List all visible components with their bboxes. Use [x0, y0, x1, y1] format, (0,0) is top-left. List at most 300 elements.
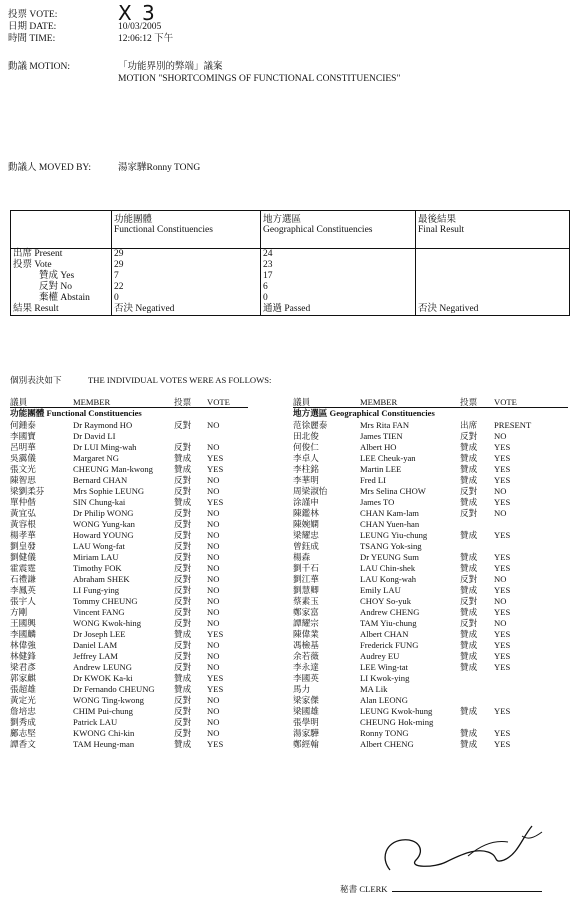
vote-en: NO — [207, 574, 220, 584]
vote-row — [10, 640, 250, 651]
gc-col-vote-en: VOTE — [494, 397, 517, 407]
vote-row — [293, 530, 573, 541]
vote-en: YES — [207, 684, 224, 694]
vote-row — [10, 618, 250, 629]
member-name-zh: 鄭家富 — [293, 607, 319, 617]
vote-zh: 反對 — [460, 596, 478, 606]
member-name-en: CHOY So-yuk — [360, 596, 412, 606]
vote-row — [10, 673, 250, 684]
gc-result: 通過 Passed — [263, 304, 311, 314]
member-name-zh: 吳靄儀 — [10, 453, 36, 463]
vote-row — [10, 739, 250, 750]
vote-en: YES — [494, 585, 511, 595]
vote-en: YES — [494, 607, 511, 617]
vote-row — [293, 651, 573, 662]
vote-row — [10, 596, 250, 607]
gc-values-cell — [261, 249, 416, 316]
final-result: 否決 Negatived — [418, 304, 479, 314]
vote-en: NO — [207, 442, 220, 452]
vote-row — [293, 585, 573, 596]
vote-en: YES — [494, 651, 511, 661]
gc-col-member-en: MEMBER — [360, 397, 398, 407]
vote-en: YES — [207, 464, 224, 474]
votes-intro-en: THE INDIVIDUAL VOTES WERE AS FOLLOWS: — [88, 375, 272, 385]
member-name-zh: 方剛 — [10, 607, 28, 617]
gc-present: 24 — [263, 249, 273, 259]
member-name-zh: 林健鋒 — [10, 651, 36, 661]
vote-zh: 反對 — [460, 618, 478, 628]
vote-zh: 贊成 — [174, 684, 192, 694]
member-name-zh: 楊孝華 — [10, 530, 36, 540]
member-name-en: MA Lik — [360, 684, 388, 694]
abstain-label: 棄權 Abstain — [39, 293, 90, 303]
vote-zh: 反對 — [174, 530, 192, 540]
member-name-en: LAU Kong-wah — [360, 574, 417, 584]
member-name-zh: 霍震霆 — [10, 563, 36, 573]
member-name-en: LI Kwok-ying — [360, 673, 410, 683]
member-name-en: Bernard CHAN — [73, 475, 128, 485]
vote-en: NO — [207, 552, 220, 562]
member-name-zh: 梁劉柔芬 — [10, 486, 45, 496]
member-name-zh: 楊森 — [293, 552, 311, 562]
member-name-zh: 詹培忠 — [10, 706, 36, 716]
vote-zh: 反對 — [460, 486, 478, 496]
vote-row — [293, 695, 573, 706]
vote-row — [10, 684, 250, 695]
member-name-zh: 郭家麒 — [10, 673, 36, 683]
vote-zh: 反對 — [174, 486, 192, 496]
member-name-en: CHAN Yuen-han — [360, 519, 420, 529]
member-name-zh: 鄺志堅 — [10, 728, 36, 738]
vote-zh: 贊成 — [174, 453, 192, 463]
vote-row — [10, 563, 250, 574]
member-name-zh: 范徐麗泰 — [293, 420, 328, 430]
result-summary-table — [10, 210, 570, 316]
vote-zh: 贊成 — [174, 673, 192, 683]
vote-row — [10, 607, 250, 618]
vote-zh: 贊成 — [460, 530, 478, 540]
gc-column-header — [261, 211, 416, 249]
motion-title-zh: 「功能界別的弊端」議案 — [118, 62, 223, 72]
member-name-zh: 李國英 — [293, 673, 319, 683]
final-values-cell — [416, 249, 570, 316]
vote-en: NO — [207, 519, 220, 529]
vote-row — [10, 629, 250, 640]
vote-en: NO — [207, 640, 220, 650]
present-label: 出席 Present — [13, 249, 63, 259]
vote-en: NO — [207, 662, 220, 672]
member-name-en: Dr David LI — [73, 431, 116, 441]
member-name-zh: 劉健儀 — [10, 552, 36, 562]
fc-abstain: 0 — [114, 293, 119, 303]
vote-zh: 贊成 — [460, 640, 478, 650]
vote-zh: 贊成 — [460, 453, 478, 463]
vote-zh: 反對 — [174, 585, 192, 595]
vote-en: YES — [494, 530, 511, 540]
clerk-label: 秘書 CLERK — [340, 884, 388, 894]
clerk-signature-line — [392, 891, 542, 892]
member-name-zh: 張超雄 — [10, 684, 36, 694]
vote-row — [293, 519, 573, 530]
vote-en: NO — [494, 486, 507, 496]
member-name-en: Dr Joseph LEE — [73, 629, 126, 639]
vote-zh: 反對 — [174, 563, 192, 573]
vote-en: YES — [207, 453, 224, 463]
member-name-en: Mrs Selina CHOW — [360, 486, 426, 496]
member-name-en: Dr Raymond HO — [73, 420, 133, 430]
vote-en: PRESENT — [494, 420, 532, 430]
vote-row — [293, 706, 573, 717]
member-name-en: CHEUNG Hok-ming — [360, 717, 434, 727]
member-name-en: TAM Heung-man — [73, 739, 135, 749]
time-label: 時間 TIME: — [8, 34, 56, 44]
vote-zh: 反對 — [460, 574, 478, 584]
vote-row — [10, 431, 250, 442]
member-name-en: LEE Wing-tat — [360, 662, 408, 672]
member-name-en: Vincent FANG — [73, 607, 125, 617]
member-name-en: WONG Kwok-hing — [73, 618, 142, 628]
vote-en: NO — [207, 607, 220, 617]
vote-zh: 反對 — [174, 662, 192, 672]
no-label: 反對 No — [39, 282, 72, 292]
vote-en: YES — [494, 640, 511, 650]
member-name-zh: 張文光 — [10, 464, 36, 474]
member-name-en: Frederick FUNG — [360, 640, 419, 650]
member-name-zh: 劉江華 — [293, 574, 319, 584]
vote-row — [10, 486, 250, 497]
member-name-zh: 陳婉嫻 — [293, 519, 319, 529]
vote-row — [10, 530, 250, 541]
member-name-zh: 劉秀成 — [10, 717, 36, 727]
member-name-en: Abraham SHEK — [73, 574, 130, 584]
vote-zh: 贊成 — [174, 497, 192, 507]
vote-en: YES — [494, 497, 511, 507]
member-name-zh: 黃定光 — [10, 695, 36, 705]
member-name-en: Albert CHENG — [360, 739, 414, 749]
time-value: 12:06:12 下午 — [118, 34, 174, 44]
vote-row — [293, 629, 573, 640]
member-name-zh: 李華明 — [293, 475, 319, 485]
vote-row — [10, 475, 250, 486]
member-name-zh: 劉慧卿 — [293, 585, 319, 595]
motion-title-en: MOTION "SHORTCOMINGS OF FUNCTIONAL CONSTITUENCIES" — [118, 74, 401, 84]
vote-en: NO — [494, 431, 507, 441]
member-name-zh: 梁耀忠 — [293, 530, 319, 540]
vote-row — [293, 475, 573, 486]
member-name-en: Audrey EU — [360, 651, 400, 661]
vote-zh: 贊成 — [460, 651, 478, 661]
vote-label: 投票 VOTE: — [8, 10, 58, 20]
vote-row — [10, 662, 250, 673]
date-value: 10/03/2005 — [118, 22, 162, 32]
member-name-zh: 蔡素玉 — [293, 596, 319, 606]
member-name-en: LEUNG Yiu-chung — [360, 530, 428, 540]
final-column-header — [416, 211, 570, 249]
member-name-zh: 陳智思 — [10, 475, 36, 485]
vote-en: NO — [207, 706, 220, 716]
fc-col-member-zh: 議員 — [10, 397, 28, 407]
gc-vote: 23 — [263, 260, 273, 270]
vote-row — [10, 651, 250, 662]
member-name-zh: 張學明 — [293, 717, 319, 727]
member-name-en: James TIEN — [360, 431, 403, 441]
vote-en: YES — [494, 739, 511, 749]
member-name-zh: 單仲偕 — [10, 497, 36, 507]
vote-en: NO — [207, 420, 220, 430]
vote-zh: 贊成 — [460, 475, 478, 485]
member-name-en: LAU Chin-shek — [360, 563, 416, 573]
vote-zh: 反對 — [174, 519, 192, 529]
member-name-zh: 張宇人 — [10, 596, 36, 606]
vote-en: NO — [207, 530, 220, 540]
vote-en: YES — [207, 739, 224, 749]
vote-row — [10, 420, 250, 431]
clerk-signature — [372, 818, 552, 883]
vote-zh: 贊成 — [460, 497, 478, 507]
vote-zh: 反對 — [174, 552, 192, 562]
vote-zh: 反對 — [174, 475, 192, 485]
vote-row — [293, 486, 573, 497]
vote-row — [293, 717, 573, 728]
fc-vote: 29 — [114, 260, 124, 270]
member-name-en: Emily LAU — [360, 585, 401, 595]
member-name-en: Ronny TONG — [360, 728, 409, 738]
vote-en: NO — [207, 486, 220, 496]
member-name-zh: 李柱銘 — [293, 464, 319, 474]
member-name-en: CHIM Pui-chung — [73, 706, 133, 716]
moved-by-label: 動議人 MOVED BY: — [8, 163, 92, 173]
vote-row — [10, 497, 250, 508]
vote-row — [10, 453, 250, 464]
result-label: 結果 Result — [13, 304, 59, 314]
vote-row — [293, 596, 573, 607]
vote-row — [293, 541, 573, 552]
vote-en: NO — [494, 508, 507, 518]
member-name-en: SIN Chung-kai — [73, 497, 126, 507]
vote-en: NO — [494, 618, 507, 628]
fc-no: 22 — [114, 282, 124, 292]
member-name-en: Dr Fernando CHEUNG — [73, 684, 155, 694]
vote-row — [293, 640, 573, 651]
member-name-zh: 王國興 — [10, 618, 36, 628]
vote-zh: 贊成 — [460, 662, 478, 672]
vote-zh: 贊成 — [460, 442, 478, 452]
member-name-en: Dr Philip WONG — [73, 508, 134, 518]
vote-en: NO — [494, 574, 507, 584]
vote-row — [293, 508, 573, 519]
member-name-en: Mrs Sophie LEUNG — [73, 486, 145, 496]
vote-zh: 贊成 — [174, 629, 192, 639]
member-name-en: Patrick LAU — [73, 717, 118, 727]
vote-row — [10, 728, 250, 739]
member-name-en: LEE Cheuk-yan — [360, 453, 416, 463]
member-name-en: Howard YOUNG — [73, 530, 134, 540]
member-name-en: Daniel LAM — [73, 640, 118, 650]
member-name-zh: 黃宜弘 — [10, 508, 36, 518]
member-name-zh: 馮檢基 — [293, 640, 319, 650]
fc-col-member-en: MEMBER — [73, 397, 111, 407]
vote-count-label: 投票 Vote — [13, 260, 52, 270]
vote-row — [10, 442, 250, 453]
vote-en: NO — [207, 651, 220, 661]
member-name-zh: 黃容根 — [10, 519, 36, 529]
member-name-en: Dr LUI Ming-wah — [73, 442, 137, 452]
vote-row — [293, 563, 573, 574]
vote-row — [10, 508, 250, 519]
vote-row — [293, 552, 573, 563]
vote-zh: 贊成 — [460, 728, 478, 738]
yes-label: 贊成 Yes — [39, 271, 75, 281]
vote-row — [293, 673, 573, 684]
member-name-en: WONG Ting-kwong — [73, 695, 144, 705]
member-name-zh: 李鳳英 — [10, 585, 36, 595]
vote-row — [293, 739, 573, 750]
member-name-en: Fred LI — [360, 475, 387, 485]
vote-en: YES — [494, 475, 511, 485]
fc-col-vote-zh: 投票 — [174, 397, 192, 407]
vote-zh: 反對 — [460, 508, 478, 518]
gc-no: 6 — [263, 282, 268, 292]
vote-row — [293, 574, 573, 585]
vote-row — [10, 519, 250, 530]
gc-col-vote-zh: 投票 — [460, 397, 478, 407]
gc-yes: 17 — [263, 271, 273, 281]
member-name-en: TAM Yiu-chung — [360, 618, 417, 628]
member-name-en: Miriam LAU — [73, 552, 119, 562]
vote-en: NO — [207, 618, 220, 628]
vote-zh: 贊成 — [460, 464, 478, 474]
vote-zh: 贊成 — [460, 629, 478, 639]
member-name-zh: 李國麟 — [10, 629, 36, 639]
member-name-zh: 譚耀宗 — [293, 618, 319, 628]
vote-en: NO — [207, 563, 220, 573]
vote-zh: 贊成 — [460, 585, 478, 595]
member-name-en: LEUNG Kwok-hung — [360, 706, 433, 716]
motion-label: 動議 MOTION: — [8, 62, 71, 72]
fc-section-heading: 功能團體 Functional Constituencies — [10, 408, 142, 418]
member-name-en: Margaret NG — [73, 453, 119, 463]
member-name-zh: 涂謹申 — [293, 497, 319, 507]
gc-abstain: 0 — [263, 293, 268, 303]
vote-row — [293, 453, 573, 464]
gc-section-heading: 地方選區 Geographical Constituencies — [293, 408, 435, 418]
vote-en: YES — [494, 629, 511, 639]
vote-en: NO — [207, 541, 220, 551]
member-name-en: Tommy CHEUNG — [73, 596, 138, 606]
vote-number-mark: X 3 — [118, 1, 157, 25]
vote-en: NO — [207, 585, 220, 595]
fc-present: 29 — [114, 249, 124, 259]
member-name-en: Albert HO — [360, 442, 397, 452]
vote-en: YES — [494, 552, 511, 562]
member-name-zh: 梁家傑 — [293, 695, 319, 705]
vote-en: NO — [207, 508, 220, 518]
member-name-en: Andrew LEUNG — [73, 662, 132, 672]
vote-row — [10, 464, 250, 475]
vote-row — [293, 431, 573, 442]
vote-row — [10, 695, 250, 706]
vote-zh: 反對 — [174, 728, 192, 738]
vote-row — [293, 497, 573, 508]
vote-en: YES — [207, 673, 224, 683]
vote-en: NO — [494, 596, 507, 606]
member-name-zh: 梁君彥 — [10, 662, 36, 672]
fc-column-header — [112, 211, 261, 249]
vote-row — [293, 607, 573, 618]
final-header-zh: 最後結果 — [418, 215, 457, 225]
vote-en: YES — [207, 629, 224, 639]
row-labels-cell — [11, 249, 112, 316]
member-name-en: CHAN Kam-lam — [360, 508, 419, 518]
member-name-en: CHEUNG Man-kwong — [73, 464, 153, 474]
vote-zh: 反對 — [174, 695, 192, 705]
member-name-zh: 陳偉業 — [293, 629, 319, 639]
member-name-zh: 曾鈺成 — [293, 541, 319, 551]
vote-zh: 反對 — [174, 442, 192, 452]
member-name-zh: 鄭經翰 — [293, 739, 319, 749]
vote-zh: 贊成 — [460, 552, 478, 562]
member-name-en: Andrew CHENG — [360, 607, 420, 617]
vote-row — [293, 728, 573, 739]
member-name-zh: 呂明華 — [10, 442, 36, 452]
member-name-en: WONG Yung-kan — [73, 519, 135, 529]
fc-col-vote-en: VOTE — [207, 397, 230, 407]
moved-by-value: 湯家驊Ronny TONG — [118, 163, 201, 173]
member-name-zh: 何俊仁 — [293, 442, 319, 452]
vote-en: YES — [494, 442, 511, 452]
member-name-zh: 陳鑑林 — [293, 508, 319, 518]
vote-row — [10, 706, 250, 717]
vote-en: YES — [494, 453, 511, 463]
member-name-zh: 田北俊 — [293, 431, 319, 441]
member-name-en: Dr KWOK Ka-ki — [73, 673, 133, 683]
vote-en: YES — [494, 706, 511, 716]
member-name-zh: 余若薇 — [293, 651, 319, 661]
vote-zh: 反對 — [174, 420, 192, 430]
member-name-en: Timothy FOK — [73, 563, 122, 573]
member-name-en: Alan LEONG — [360, 695, 408, 705]
vote-row — [10, 717, 250, 728]
member-name-en: James TO — [360, 497, 395, 507]
signature-scribble-icon — [372, 818, 552, 878]
vote-row — [293, 618, 573, 629]
vote-row — [293, 684, 573, 695]
member-name-zh: 馬力 — [293, 684, 311, 694]
member-name-zh: 劉千石 — [293, 563, 319, 573]
fc-values-cell — [112, 249, 261, 316]
gc-header-zh: 地方選區 — [263, 215, 302, 225]
vote-en: NO — [207, 475, 220, 485]
vote-row — [10, 585, 250, 596]
vote-zh: 反對 — [174, 618, 192, 628]
member-name-en: Jeffrey LAM — [73, 651, 118, 661]
vote-row — [10, 552, 250, 563]
vote-row — [10, 541, 250, 552]
member-name-en: LAU Wong-fat — [73, 541, 125, 551]
vote-en: YES — [494, 464, 511, 474]
vote-row — [293, 420, 573, 431]
vote-en: YES — [494, 728, 511, 738]
fc-yes: 7 — [114, 271, 119, 281]
vote-zh: 贊成 — [460, 739, 478, 749]
vote-zh: 出席 — [460, 420, 478, 430]
vote-zh: 贊成 — [460, 706, 478, 716]
gc-header-en: Geographical Constituencies — [263, 225, 373, 235]
member-name-zh: 何鍾泰 — [10, 420, 36, 430]
date-label: 日期 DATE: — [8, 22, 57, 32]
member-name-zh: 譚香文 — [10, 739, 36, 749]
member-name-zh: 周梁淑怡 — [293, 486, 328, 496]
